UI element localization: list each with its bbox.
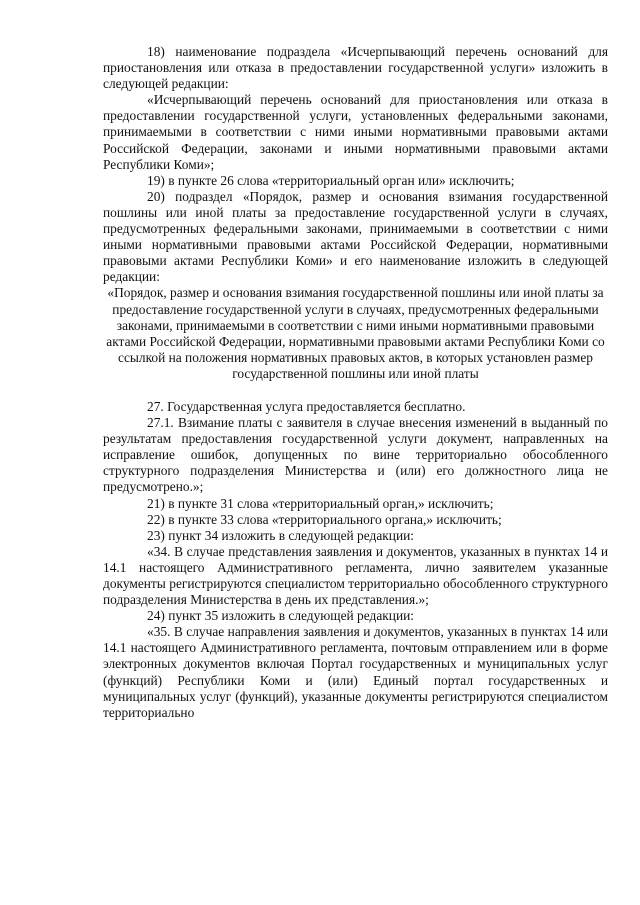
paragraph-item-18: 18) наименование подраздела «Исчерпывающий перечень оснований для приостановления или отказа в предоставлении государственной услуги» изложить в следующей редакции: — [103, 44, 608, 92]
paragraph-item-21: 21) в пункте 31 слова «территориальный орган,» исключить; — [147, 495, 494, 511]
document-text — [103, 44, 608, 721]
paragraph-item-20: 20) подраздел «Порядок, размер и основания взимания государственной пошлины или иной платы за предоставление государственной услуги в случаях, предусмотренных федеральными законами, принимаемыми в соответствии с ними иными нормативными правовыми актами Российской Федерации, нормативными правовыми актами Республики Коми» и его наименование изложить в следующей редакции: — [103, 188, 608, 285]
paragraph-clause-27: 27. Государственная услуга предоставляется бесплатно. — [147, 398, 466, 414]
paragraph-clause-34: «34. В случае представления заявления и документов, указанных в пунктах 14 и 14.1 настоящего Административного регламента, лично заявителем указанные документы регистрируются специалистом территориально обособленного структурного подразделения Министерства в день их представления.»; — [103, 543, 608, 608]
paragraph-clause-35: «35. В случае направления заявления и документов, указанных в пунктах 14 или 14.1 настоящего Административного регламента, почтовым отправлением или в форме электронных документов включая Портал государственных и муниципальных услуг (функций) Республики Коми и (или) Единый портал государственных и муниципальных услуг (функций), указанные документы регистрируются специалистом территориально — [103, 624, 608, 720]
paragraph-subsection-heading: «Порядок, размер и основания взимания государственной пошлины или иной платы за предоставление государственной услуги в случаях, предусмотренных федеральными законами, принимаемыми в соответствии с ними иными нормативными правовыми актами Российской Федерации, нормативными правовыми актами Республики Коми со ссылкой на положения нормативных правовых актов, в которых установлен размер государственной пошлины или иной платы — [106, 285, 605, 381]
paragraph-quote-section-title: «Исчерпывающий перечень оснований для приостановления или отказа в предоставлении государственной услуги, установленных федеральными законами, принимаемыми в соответствии с ними иными нормативными правовыми актами Российской Федерации, законами и иными нормативными правовыми актами Республики Коми»; — [103, 92, 608, 172]
paragraph-item-19: 19) в пункте 26 слова «территориальный орган или» исключить; — [147, 172, 515, 188]
paragraph-item-24: 24) пункт 35 изложить в следующей редакции: — [147, 608, 415, 624]
paragraph-item-23: 23) пункт 34 изложить в следующей редакции: — [147, 527, 415, 543]
paragraph-item-22: 22) в пункте 33 слова «территориального органа,» исключить; — [147, 511, 502, 527]
paragraph-clause-27-1: 27.1. Взимание платы с заявителя в случае внесения изменений в выданный по результатам предоставления государственной услуги документ, направленных на исправление ошибок, допущенных по вине территориально обособленного структурного подразделения Министерства и (или) его должностного лица не предусмотрено.»; — [103, 415, 608, 495]
